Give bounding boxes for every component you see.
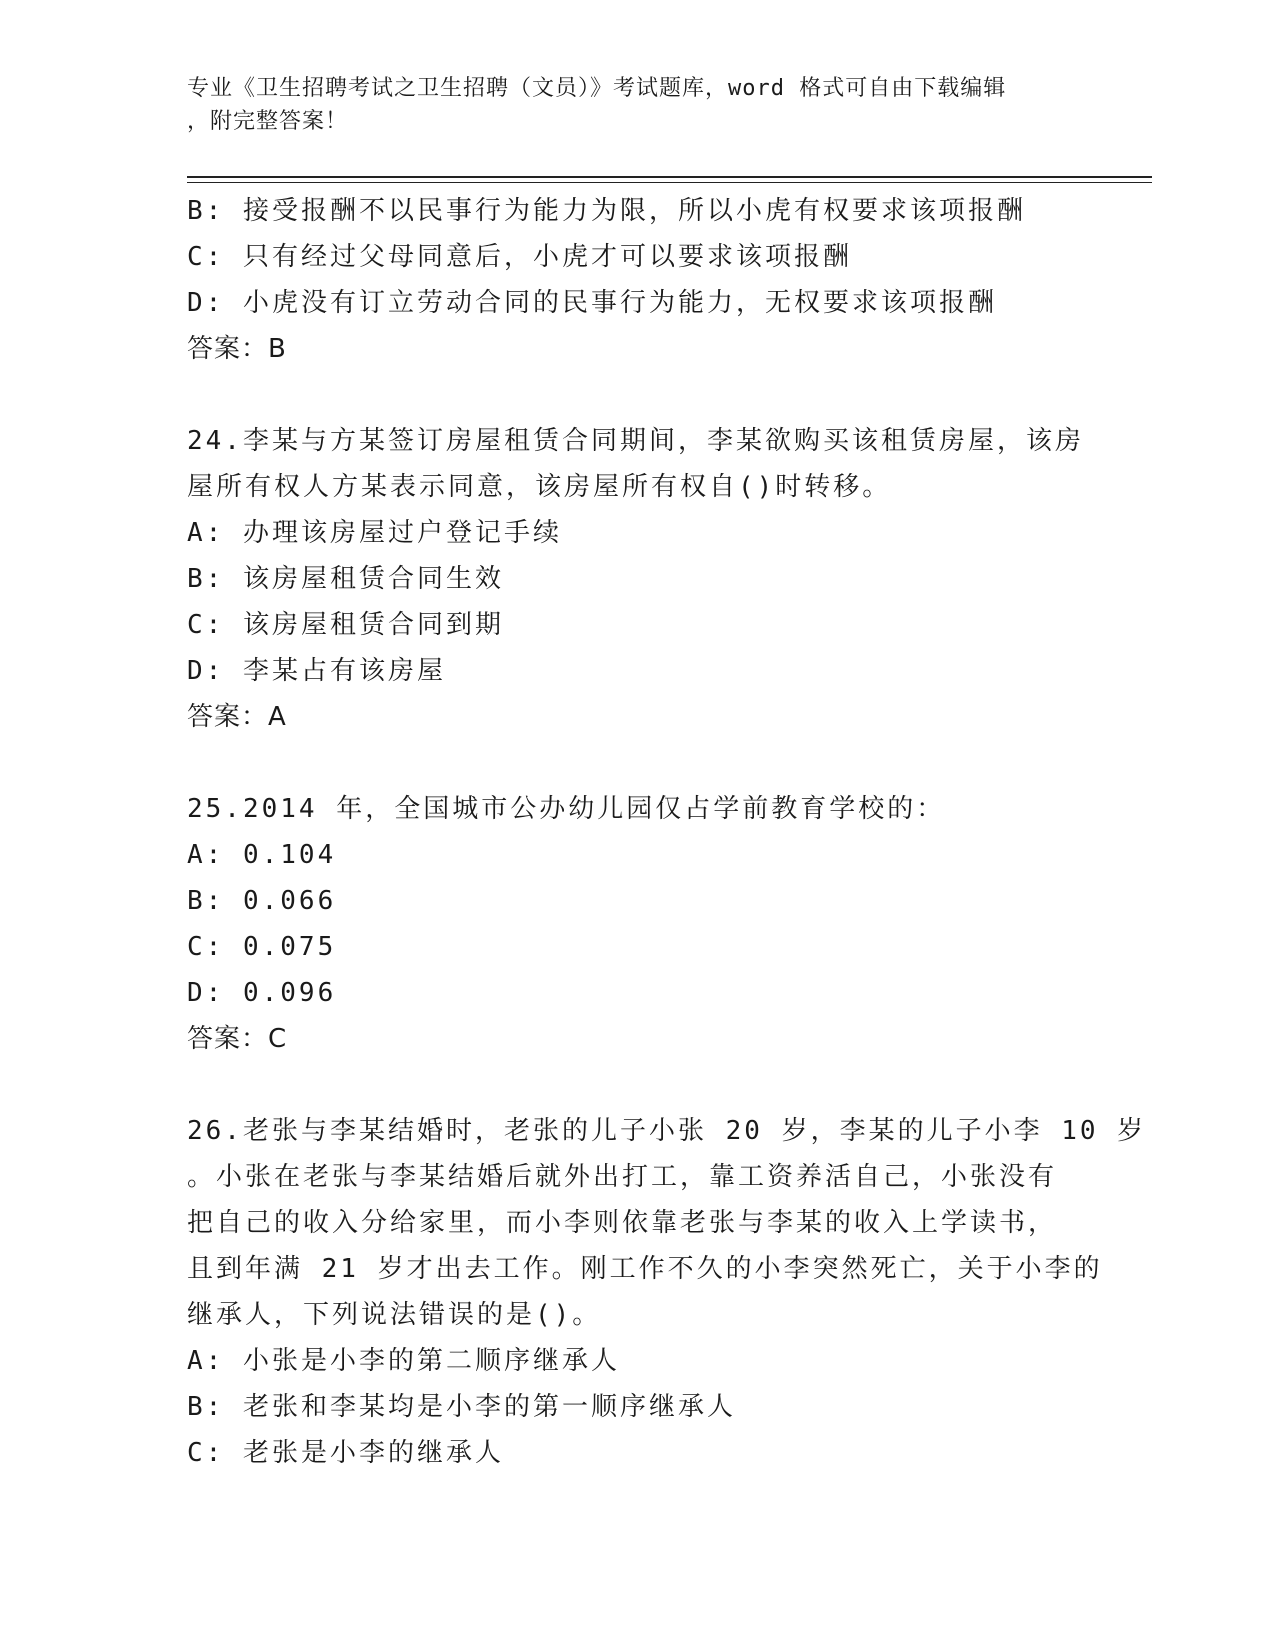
option-a: A: 小张是小李的第二顺序继承人 — [187, 1346, 620, 1376]
header-line-1: 专业《卫生招聘考试之卫生招聘（文员）》考试题库，word 格式可自由下载编辑 — [187, 76, 1007, 101]
question-stem-line: 屋所有权人方某表示同意，该房屋所有权自()时转移。 — [187, 472, 892, 502]
answer: 答案：A — [187, 702, 287, 732]
document-header — [187, 72, 1087, 138]
question-24 — [187, 418, 1087, 740]
header-divider-thin — [187, 182, 1152, 183]
question-stem-line: 24.李某与方某签订房屋租赁合同期间，李某欲购买该租赁房屋，该房 — [187, 426, 1084, 456]
option-b: B: 0.066 — [187, 886, 337, 916]
answer: 答案：C — [187, 1024, 288, 1054]
question-stem-line: 。小张在老张与李某结婚后就外出打工，靠工资养活自己，小张没有 — [187, 1162, 1058, 1192]
question-stem-line: 继承人，下列说法错误的是()。 — [187, 1300, 602, 1330]
option-b: B: 该房屋租赁合同生效 — [187, 564, 504, 594]
option-b: B: 老张和李某均是小李的第一顺序继承人 — [187, 1392, 736, 1422]
option-a: A: 0.104 — [187, 840, 337, 870]
question-list — [187, 188, 1147, 1476]
question-26 — [187, 1108, 1147, 1476]
option-b: B: 接受报酬不以民事行为能力为限，所以小虎有权要求该项报酬 — [187, 196, 1026, 226]
question-23 — [187, 188, 1087, 372]
option-d: D: 0.096 — [187, 978, 337, 1008]
answer: 答案：B — [187, 334, 287, 364]
header-divider-thick — [187, 176, 1152, 178]
question-stem-line: 26.老张与李某结婚时，老张的儿子小张 20 岁，李某的儿子小李 10 岁 — [187, 1116, 1147, 1146]
option-d: D: 李某占有该房屋 — [187, 656, 446, 686]
question-stem-line: 且到年满 21 岁才出去工作。刚工作不久的小李突然死亡，关于小李的 — [187, 1254, 1103, 1284]
spacer — [187, 372, 1087, 418]
option-d: D: 小虎没有订立劳动合同的民事行为能力，无权要求该项报酬 — [187, 288, 997, 318]
option-c: C: 只有经过父母同意后，小虎才可以要求该项报酬 — [187, 242, 852, 272]
spacer — [187, 1062, 1087, 1108]
question-25 — [187, 786, 1087, 1062]
option-c: C: 老张是小李的继承人 — [187, 1438, 504, 1468]
header-line-2: ，附完整答案！ — [187, 109, 349, 134]
option-c: C: 该房屋租赁合同到期 — [187, 610, 504, 640]
option-a: A: 办理该房屋过户登记手续 — [187, 518, 562, 548]
question-stem-line: 把自己的收入分给家里，而小李则依靠老张与李某的收入上学读书， — [187, 1208, 1058, 1238]
spacer — [187, 740, 1087, 786]
option-c: C: 0.075 — [187, 932, 337, 962]
question-stem-line: 25.2014 年，全国城市公办幼儿园仅占学前教育学校的： — [187, 794, 946, 824]
